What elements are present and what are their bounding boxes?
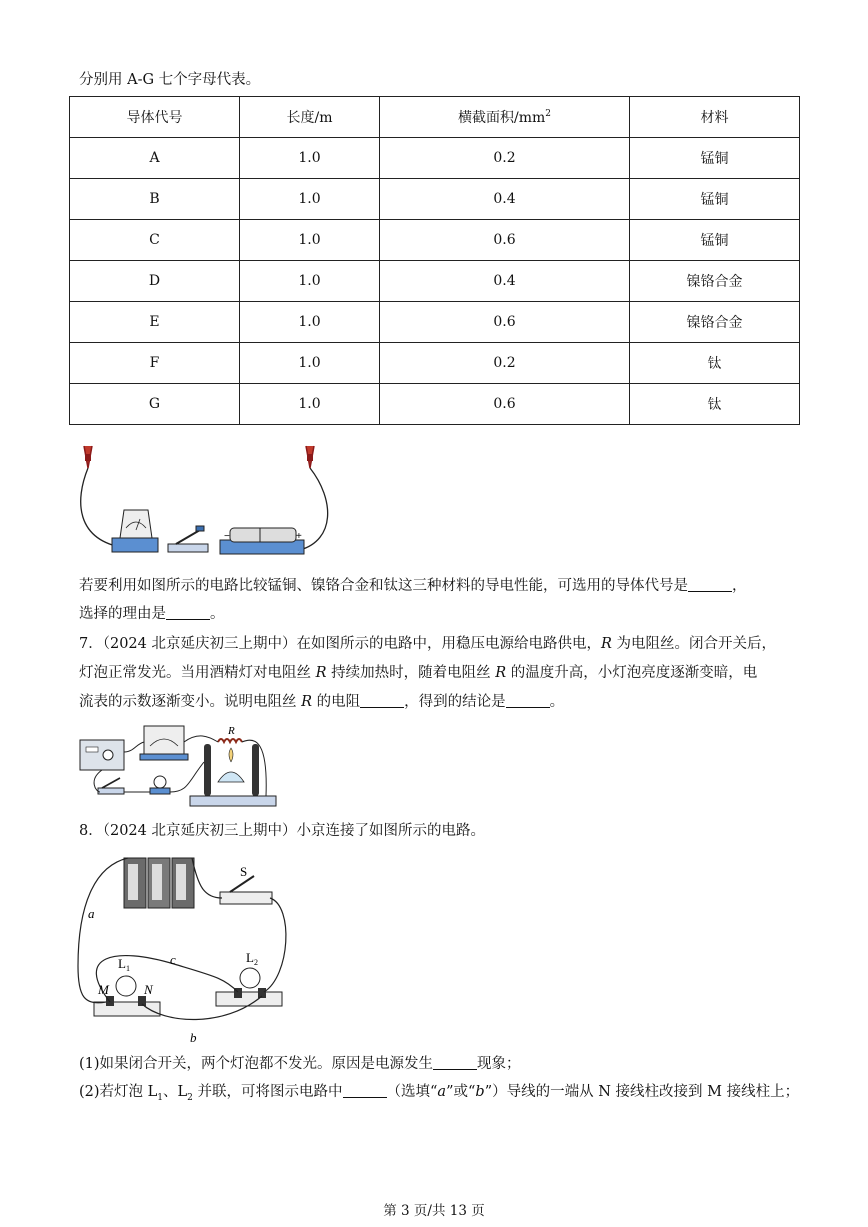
n-label: N [144,982,153,997]
battery-icon [220,528,304,554]
circuit-figure-3 [74,846,294,1046]
q7-line-2: 灯泡正常发光。当用酒精灯对电阻丝 R 持续加热时，随着电阻丝 R 的温度升高，小灯泡亮度逐渐变暗，电 [79,665,758,681]
m-label: M [98,982,109,997]
circuit-figure-1 [70,440,340,565]
answer-blank[interactable] [506,693,550,708]
table-row: D 1.0 0.4 镍铬合金 [70,261,800,302]
bulb-l1-icon [94,956,160,1016]
header-area: 横截面积$/mm^2$ [380,97,630,138]
q6-line-2: 选择的理由是 。 [79,606,225,622]
battery-pack-icon [124,858,194,908]
q7-line-1: 7．（2024 北京延庆初三上期中）在如图所示的电路中，用稳压电源给电路供电，R 为电阻丝。闭合开关后， [79,636,777,652]
conductor-table [69,96,800,425]
table-row: G 1.0 0.6 钛 [70,384,800,425]
q8-sub-1: (1)如果闭合开关，两个灯泡都不发光。原因是电源发生 现象； [79,1056,521,1072]
alcohol-lamp-icon [218,748,244,782]
intro-text: 分别用 A-G 七个字母代表。 [79,72,261,88]
circuit-figure-2 [78,722,278,812]
table-row: E 1.0 0.6 镍铬合金 [70,302,800,343]
table-row: F 1.0 0.2 钛 [70,343,800,384]
power-supply-icon [80,740,124,770]
wire-b-label: b [190,1030,197,1045]
switch-icon [168,526,208,552]
battery-minus-label: − [224,531,230,542]
page-footer: 第 3 页/共 13 页 [383,1203,485,1219]
l2-label: $L_2$ [246,950,258,967]
battery-plus-label: + [296,531,302,542]
wire-a-label: a [88,906,95,921]
alligator-clip-right-icon [306,446,314,468]
switch-label: S [240,864,248,879]
answer-blank[interactable] [360,693,404,708]
q8-line-1: 8．（2024 北京延庆初三上期中）小京连接了如图所示的电路。 [79,823,485,839]
switch-s-icon [220,864,272,904]
table-row: A 1.0 0.2 锰铜 [70,138,800,179]
q7-line-3: 流表的示数逐渐变小。说明电阻丝 R 的电阻 ，得到的结论是 。 [79,694,565,710]
ammeter-icon [112,510,158,552]
wire-c-label: c [170,952,176,967]
table-header-row [70,97,800,138]
answer-blank[interactable] [166,605,210,620]
table-row: C 1.0 0.6 锰铜 [70,220,800,261]
alligator-clip-left-icon [84,446,92,468]
bulb-icon [150,776,170,794]
switch-icon [98,778,124,794]
q8-sub-2: (2)若灯泡 $L_1$、$L_2$ 并联，可将图示电路中 （选填“a”或“b”）导线的一端从 N 接线柱改接到 M 接线柱上； [79,1084,800,1103]
resistor-label: R [228,725,235,737]
table-row: B 1.0 0.4 锰铜 [70,179,800,220]
q6-line-1: 若要利用如图所示的电路比较锰铜、镍铬合金和钛这三种材料的导电性能，可选用的导体代号是 ， [79,578,747,594]
header-code: 导体代号 [70,97,240,138]
ammeter-icon [140,726,188,760]
l1-label: $L_1$ [118,956,130,973]
answer-blank[interactable] [343,1083,387,1098]
bulb-l2-icon [216,950,282,1006]
answer-blank[interactable] [433,1055,477,1070]
answer-blank[interactable] [688,577,732,592]
header-material: 材料 [630,97,800,138]
header-length: 长度/m [240,97,380,138]
